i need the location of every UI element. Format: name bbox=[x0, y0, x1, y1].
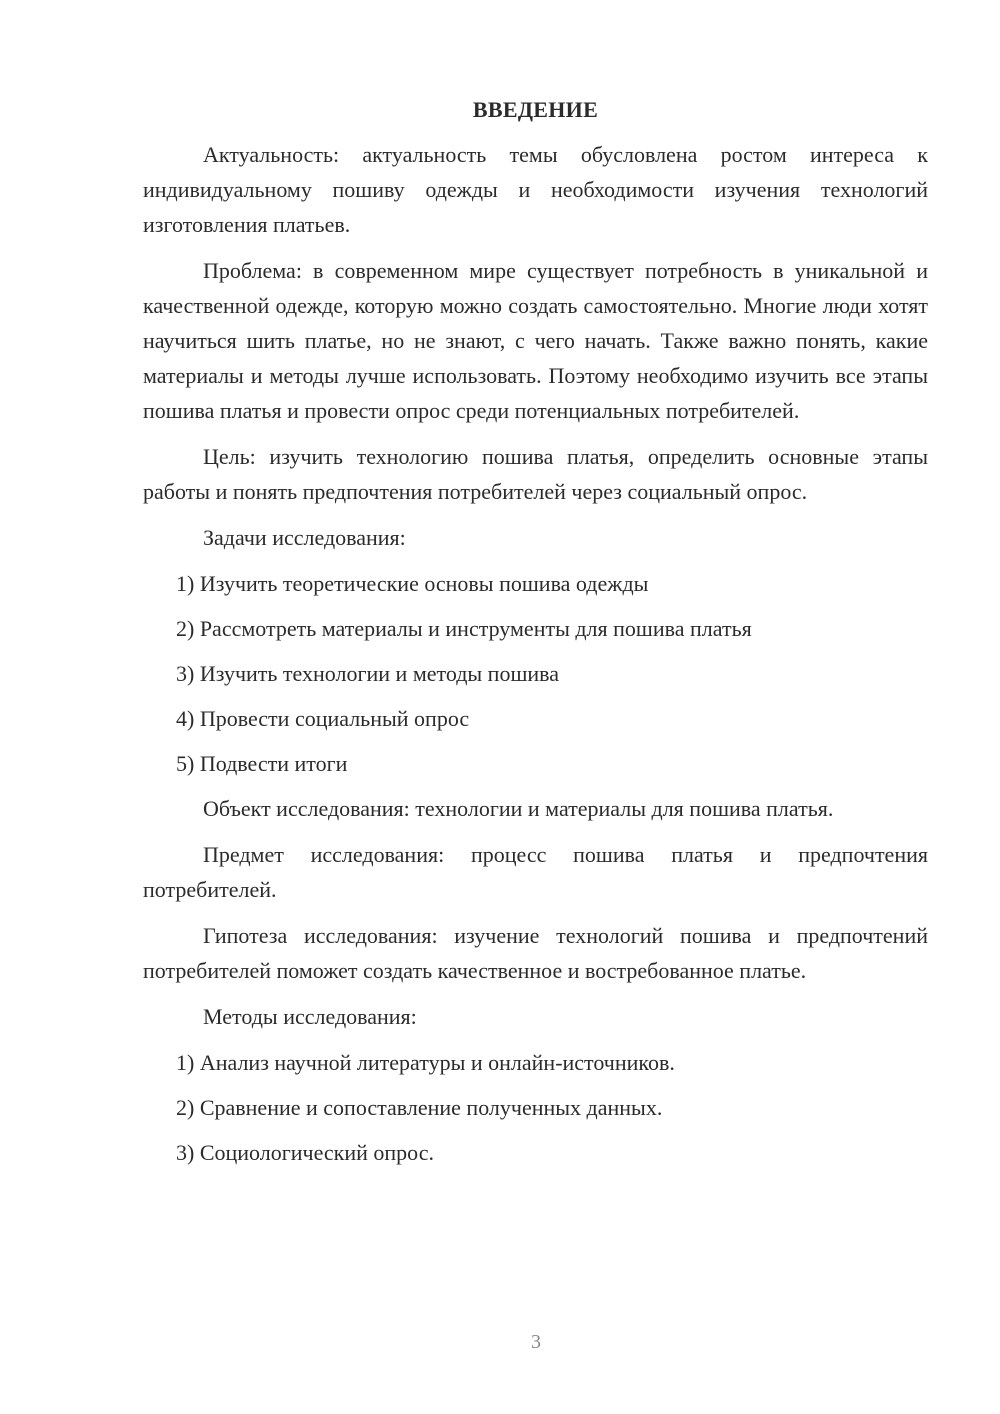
list-item: 1) Анализ научной литературы и онлайн-источников. bbox=[176, 1050, 675, 1075]
list-item: 5) Подвести итоги bbox=[176, 751, 348, 776]
list-item: 2) Сравнение и сопоставление полученных данных. bbox=[176, 1095, 663, 1120]
list-item: 4) Провести социальный опрос bbox=[176, 706, 470, 731]
methods-list bbox=[143, 1045, 928, 1170]
list-item: 2) Рассмотреть материалы и инструменты для пошива платья bbox=[176, 616, 752, 641]
methods-heading: Методы исследования: bbox=[203, 1004, 417, 1029]
tasks-list bbox=[143, 566, 928, 781]
subject-paragraph: Предмет исследования: процесс пошива платья и предпочтения потребителей. bbox=[143, 842, 928, 902]
list-item: 3) Социологический опрос. bbox=[176, 1140, 434, 1165]
list-item: 3) Изучить технологии и методы пошива bbox=[176, 661, 560, 686]
hypothesis-paragraph: Гипотеза исследования: изучение технологий пошива и предпочтений потребителей поможет создать качественное и востребованное платье. bbox=[143, 923, 928, 983]
object-paragraph: Объект исследования: технологии и материалы для пошива платья. bbox=[203, 796, 834, 821]
page-number: 3 bbox=[531, 1331, 541, 1353]
document-page bbox=[143, 95, 928, 1180]
document-title: ВВЕДЕНИЕ bbox=[472, 97, 599, 122]
goal-paragraph: Цель: изучить технологию пошива платья, определить основные этапы работы и понять предпочтения потребителей через социальный опрос. bbox=[143, 444, 928, 504]
list-item: 1) Изучить теоретические основы пошива одежды bbox=[176, 571, 649, 596]
tasks-heading: Задачи исследования: bbox=[203, 525, 406, 550]
problem-paragraph: Проблема: в современном мире существует потребность в уникальной и качественной одежде, которую можно создать самостоятельно. Многие люди хотят научиться шить платье, но не знают, с чего начать. Также важно понять, какие материалы и методы лучше использовать. Поэтому необходимо изучить все этапы пошива платья и провести опрос среди потенциальных потребителей. bbox=[143, 258, 928, 423]
relevance-paragraph: Актуальность: актуальность темы обусловлена ростом интереса к индивидуальному пошиву одежды и необходимости изучения технологий изготовления платьев. bbox=[143, 142, 928, 237]
